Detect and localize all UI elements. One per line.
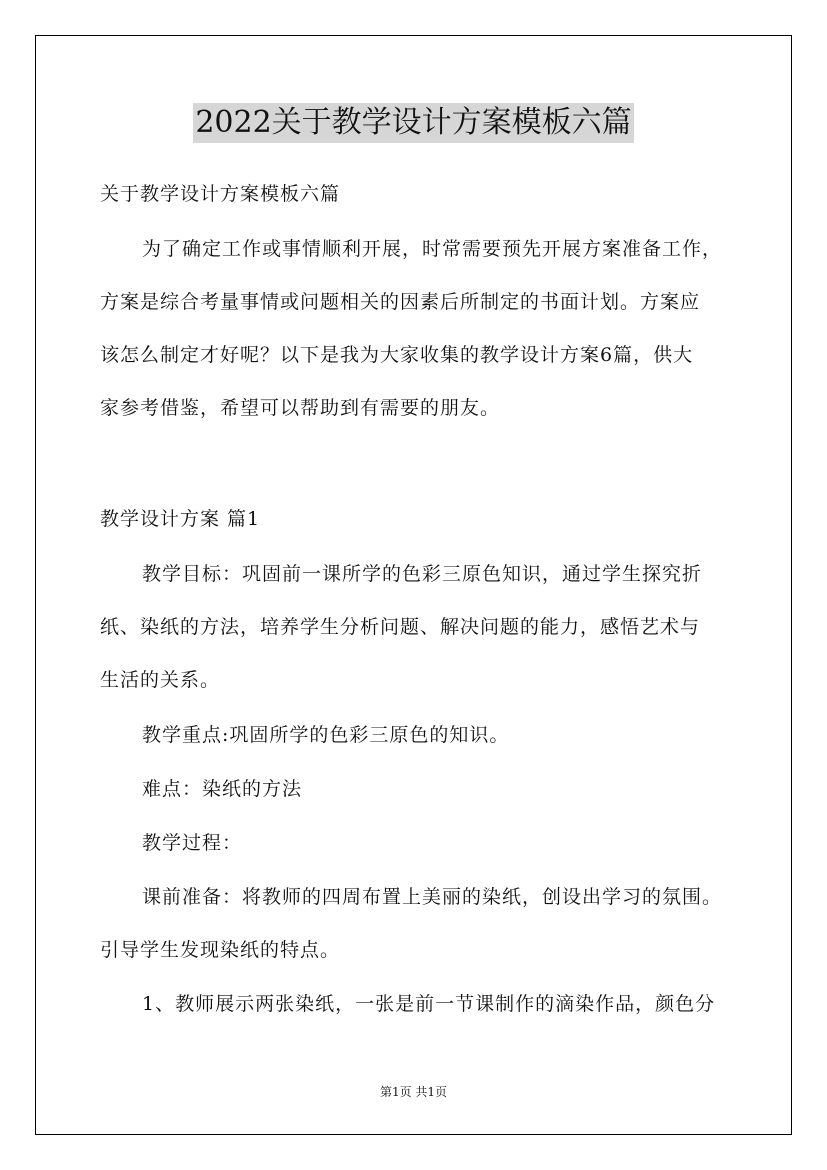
title-container — [0, 103, 827, 143]
paragraph-line: 教学过程： — [142, 832, 243, 854]
paragraph-line: 为了确定工作或事情顺利开展，时常需要预先开展方案准备工作， — [142, 238, 723, 260]
paragraph-line: 该怎么制定才好呢？以下是我为大家收集的教学设计方案6篇，供大 — [100, 344, 694, 366]
page-footer: 第1页 共1页 — [379, 1085, 448, 1099]
subtitle-line: 关于教学设计方案模板六篇 — [100, 183, 341, 205]
document-title: 2022关于教学设计方案模板六篇 — [193, 103, 633, 143]
paragraph-line: 教学重点:巩固所学的色彩三原色的知识。 — [142, 724, 510, 746]
paragraph-line: 难点：染纸的方法 — [142, 778, 303, 800]
paragraph-line: 教学目标：巩固前一课所学的色彩三原色知识，通过学生探究折 — [142, 563, 703, 585]
paragraph-line: 生活的关系。 — [100, 669, 221, 691]
paragraph-line: 家参考借鉴，希望可以帮助到有需要的朋友。 — [100, 397, 501, 419]
paragraph-line: 纸、染纸的方法，培养学生分析问题、解决问题的能力，感悟艺术与 — [100, 616, 701, 638]
paragraph-line: 1、教师展示两张染纸，一张是前一节课制作的滴染作品，颜色分 — [142, 993, 716, 1015]
section-heading: 教学设计方案 篇1 — [100, 508, 261, 530]
paragraph-line: 课前准备：将教师的四周布置上美丽的染纸，创设出学习的氛围。 — [142, 886, 723, 908]
paragraph-line: 方案是综合考量事情或问题相关的因素后所制定的书面计划。方案应 — [100, 291, 701, 313]
paragraph-line: 引导学生发现染纸的特点。 — [100, 939, 341, 961]
